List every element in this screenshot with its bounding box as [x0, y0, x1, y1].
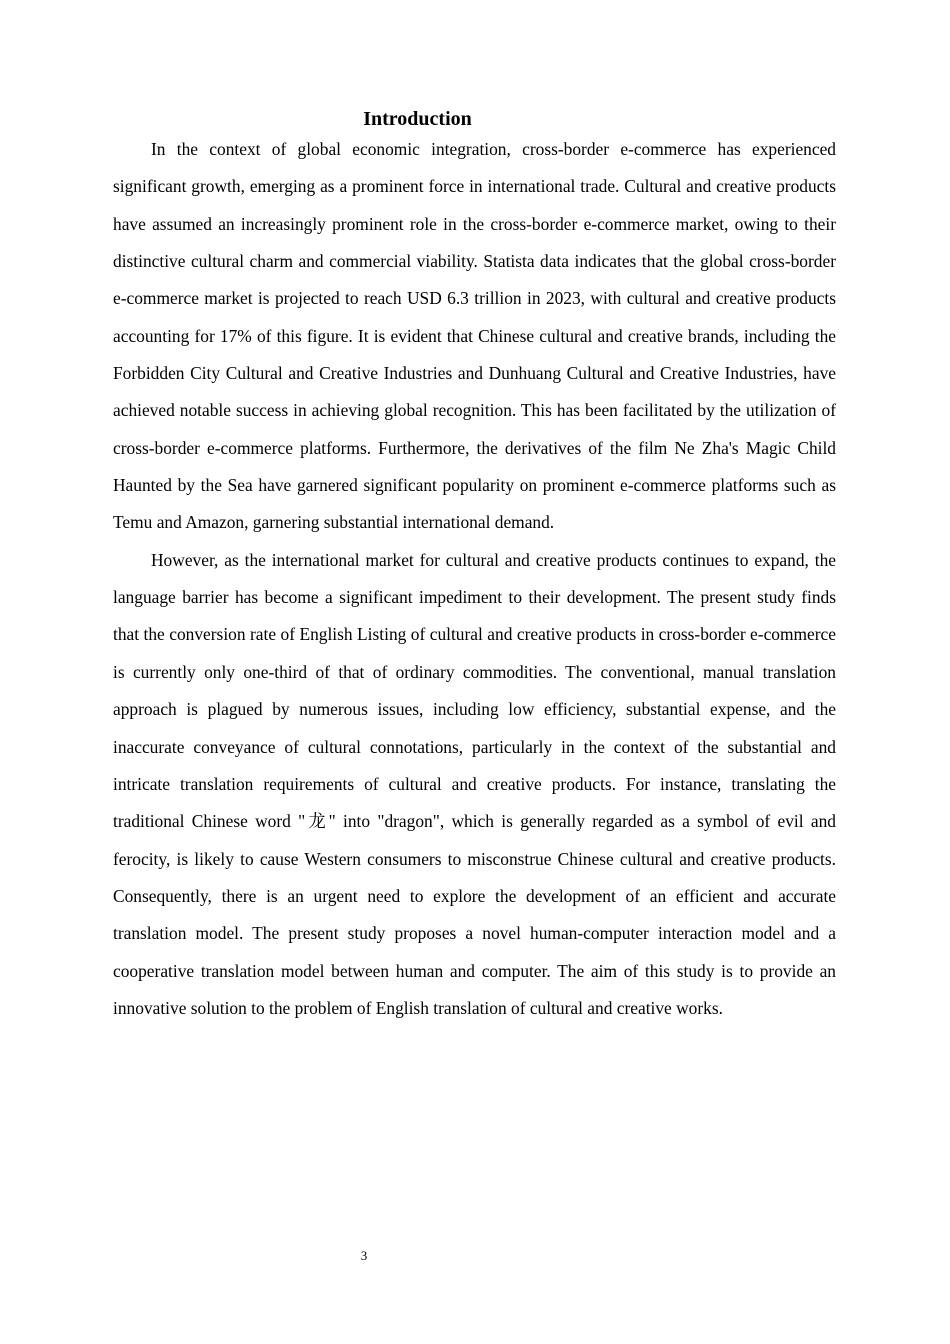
paragraph-2: However, as the international market for cultural and creative products continues to expand, the language barrier has become a significant impediment to their development. The present study finds that the conversion rate of English Listing of cultural and creative products in cross-border e-commerce is currently only one-third of that of ordinary commodities. The conventional, manual translation approach is plagued by numerous issues, including low efficiency, substantial expense, and the inaccurate conveyance of cultural connotations, particularly in the context of the substantial and intricate translation requirements of cultural and creative products. For instance, translating the traditional Chinese word "龙" into "dragon", which is generally regarded as a symbol of evil and ferocity, is likely to cause Western consumers to misconstrue Chinese cultural and creative products. Consequently, there is an urgent need to explore the development of an efficient and accurate translation model. The present study proposes a novel human-computer interaction model and a cooperative translation model between human and computer. The aim of this study is to provide an innovative solution to the problem of English translation of cultural and creative works.: [113, 549, 836, 1018]
paragraph-1: In the context of global economic integration, cross-border e-commerce has experienced significant growth, emerging as a prominent force in international trade. Cultural and creative products have assumed an increasingly prominent role in the cross-border e-commerce market, owing to their distinctive cultural charm and commercial viability. Statista data indicates that the global cross-border e-commerce market is projected to reach USD 6.3 trillion in 2023, with cultural and creative products accounting for 17% of this figure. It is evident that Chinese cultural and creative brands, including the Forbidden City Cultural and Creative Industries and Dunhuang Cultural and Creative Industries, have achieved notable success in achieving global recognition. This has been facilitated by the utilization of cross-border e-commerce platforms. Furthermore, the derivatives of the film Ne Zha's Magic Child Haunted by the Sea have garnered significant popularity on prominent e-commerce platforms such as Temu and Amazon, garnering substantial international demand.: [113, 139, 836, 533]
section-title: Introduction: [363, 108, 472, 130]
body-text: [113, 131, 836, 1027]
page-number: 3: [360, 1248, 368, 1263]
